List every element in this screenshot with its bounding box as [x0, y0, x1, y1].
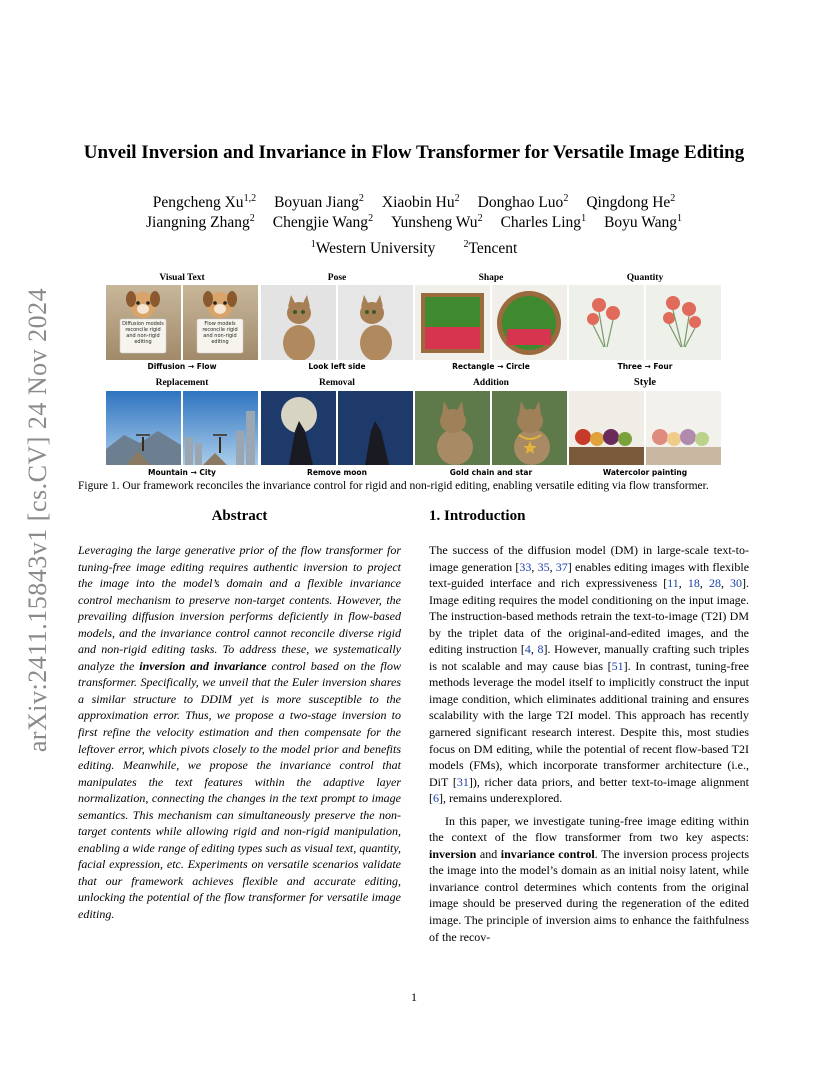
citation-link[interactable]: 4 [524, 642, 531, 657]
panel-removal [261, 391, 413, 465]
text-run: , [549, 559, 556, 574]
abstract-body [78, 542, 401, 923]
fig-caption-removal: Remove moon [307, 468, 367, 477]
text-run: , [720, 576, 731, 591]
author-name: Charles Ling$^1$ [500, 212, 587, 231]
citation-link[interactable]: 51 [611, 658, 624, 673]
fig-caption-shape: Rectangle → Circle [452, 362, 530, 371]
arxiv-id: arXiv:2411.15843v1 [cs.CV] 24 Nov 2024 [23, 287, 53, 753]
fig-title-replacement: Replacement [155, 378, 209, 388]
panel-addition [415, 391, 567, 465]
text-run: , [530, 642, 538, 657]
text-run: ]), richer data priors, and better text-to-image alignment [ [429, 774, 750, 806]
authors-line-2 [0, 214, 828, 232]
author-name: Donghao Luo$^2$ [477, 192, 569, 211]
citation-link[interactable]: 37 [555, 559, 568, 574]
intro-paragraph-1 [429, 542, 749, 807]
fig-caption-style: Watercolor painting [602, 468, 688, 477]
fig-caption-replacement: Mountain → City [148, 468, 216, 477]
sign-text-edited: Flow models reconcile rigid and non-rigid editing [202, 321, 238, 345]
text-run: ]. However, manually crafting such triples is not scalable and may cause bias [ [429, 642, 750, 673]
author-affiliation-mark: 1 [677, 212, 683, 224]
bold-term: inversion [429, 846, 477, 861]
text-run: ]. Image editing requires the model conditioning on the input image. The instruction-based methods retrain the text-to-image (T2I) DM by the triplet data of the original-and-edited images, and the editing instruction [ [429, 576, 750, 657]
author-name: Boyuan Jiang$^2$ [274, 192, 364, 211]
paper-title: Unveil Inversion and Invariance in Flow Transformer for Versatile Image Editing [83, 142, 745, 163]
author-name: Pengcheng Xu$^{1,2}$ [152, 192, 257, 211]
fig-caption-visual-text: Diffusion → Flow [147, 362, 217, 371]
author-affiliation-mark: 2 [454, 192, 460, 204]
panel-quantity [569, 285, 721, 360]
text-run: ], remains underexplored. [439, 791, 563, 806]
panel-pose [261, 285, 413, 360]
author-affiliation-mark: 1,2 [243, 192, 257, 204]
author-affiliation-mark: 2 [670, 192, 676, 204]
fig-title-visual-text: Visual Text [159, 273, 205, 283]
panel-visual-text [106, 285, 258, 360]
panel-shape [415, 285, 567, 360]
author-name: Jiangning Zhang$^2$ [145, 212, 255, 231]
sign-text-source: Diffusion models reconcile rigid and non-rigid editing [122, 321, 164, 345]
authors-line-1 [0, 194, 828, 212]
figure-caption: Figure 1. Our framework reconciles the invariance control for rigid and non-rigid editing, enabling versatile editing via flow transformer. [78, 480, 709, 492]
page-number: 1 [411, 990, 417, 1004]
text-run: ] enables editing images with flexible text-guided interface and rich expressiveness [ [429, 559, 750, 591]
text-run: The success of the diffusion model (DM) in large-scale text-to-image generation [ [429, 543, 749, 574]
citation-link[interactable]: 35 [537, 559, 550, 574]
citation-link[interactable]: 33 [519, 559, 532, 574]
affiliation [311, 240, 436, 257]
citation-link[interactable]: 28 [708, 576, 721, 591]
author-affiliation-mark: 2 [249, 212, 255, 224]
abstract-text-a: Leveraging the large generative prior of the flow transformer for tuning-free image editing requires authentic inversion to project the image into the model’s domain and a flexible invariance control mechanism to preserve non-target contents. However, the prevailing diffusion inversion performs deficiently in flow-based models, and the invariance control cannot reconcile diverse rigid and non-rigid editing tasks. To address these, we systematically analyze the [78, 543, 401, 673]
citation-link[interactable]: 6 [433, 791, 439, 806]
author-name: Boyu Wang$^1$ [604, 212, 683, 231]
author-affiliation-mark: 2 [563, 192, 569, 204]
fig-title-style: Style [633, 377, 657, 388]
intro-heading: 1. Introduction [429, 508, 526, 524]
affiliation-name: Western University [315, 240, 436, 257]
text-run: , [678, 576, 688, 591]
text-run: . The inversion process projects the image into the model’s domain as an initial noisy latent, while invariance control determines which contents from the original image should be preserved during the regeneration of the edited image. The principle of inversion aims to enhance the faithfulness of the recov- [429, 846, 750, 944]
citation-link[interactable]: 8 [537, 642, 544, 657]
author-name: Qingdong He$^2$ [586, 192, 676, 211]
text-run: and [476, 846, 501, 861]
citation-link[interactable]: 11 [667, 576, 679, 591]
affiliations [0, 240, 828, 258]
author-name: Yunsheng Wu$^2$ [391, 212, 483, 231]
author-name: Chengjie Wang$^2$ [272, 212, 374, 231]
fig-title-quantity: Quantity [626, 273, 664, 283]
arxiv-stamp [20, 280, 56, 760]
fig-title-pose: Pose [327, 273, 347, 283]
citation-link[interactable]: 31 [456, 774, 469, 789]
text-run: ]. In contrast, tuning-free methods leverage the model itself to implicitly construct the input image condition, which eliminates additional training and ensures scalability with the large T2I model. This approach has recently garnered significant research interest. Despite this, most studies focus on DM editing, while the potential of recent flow-based T2I models (FMs), which incorporate transformer architecture (i.e., DiT [ [429, 658, 749, 789]
fig-caption-quantity: Three → Four [617, 362, 673, 371]
author-affiliation-mark: 1 [581, 212, 587, 224]
fig-title-removal: Removal [319, 378, 355, 388]
affiliation-number: 2 [463, 238, 469, 250]
author-affiliation-mark: 2 [477, 212, 483, 224]
author-affiliation-mark: 2 [368, 212, 374, 224]
fig-caption-addition: Gold chain and star [449, 468, 533, 477]
abstract-heading: Abstract [211, 508, 268, 524]
citation-link[interactable]: 30 [730, 576, 743, 591]
abstract-bold: inversion and invariance [139, 658, 267, 673]
intro-body [429, 542, 749, 945]
text-run: , [531, 559, 538, 574]
author-name: Xiaobin Hu$^2$ [381, 192, 460, 211]
abstract-text-b: control based on the flow transformer. Specifically, we unveil that the Euler inversion shares a similar structure to DDIM yet is more susceptible to the approximation error. Thus, we propose a two-stage inversion to first refine the velocity estimation and then compensate for the leftover error, which pivots closely to the model prior and benefits editing. Meanwhile, we propose the invariance control that manipulates the text features within the adaptive layer normalization, connecting the changes in the text prompt to image semantics. This mechanism can simultaneously preserve the non-target contents while allowing rigid and non-rigid manipulation, enabling a wide range of editing types such as visual text, quantity, facial expression, etc. Experiments on versatile scenarios validate that our framework achieves flexible and accurate editing, unlocking the potential of the flow transformer for versatile image editing. [78, 658, 401, 922]
intro-paragraph-2 [429, 813, 749, 945]
affiliation [463, 240, 517, 257]
text-run: , [699, 576, 709, 591]
panel-replacement [106, 391, 258, 465]
bold-term: invariance control [500, 846, 595, 861]
fig-title-addition: Addition [473, 378, 509, 388]
panel-style [569, 391, 721, 465]
text-run: In this paper, we investigate tuning-free image editing within the context of the flow transformer from two key aspects: [429, 813, 749, 845]
affiliation-name: Tencent [468, 240, 518, 257]
author-affiliation-mark: 2 [358, 192, 364, 204]
fig-caption-pose: Look left side [308, 362, 366, 371]
fig-title-shape: Shape [478, 273, 504, 283]
citation-link[interactable]: 18 [687, 576, 700, 591]
affiliation-number: 1 [310, 238, 316, 250]
